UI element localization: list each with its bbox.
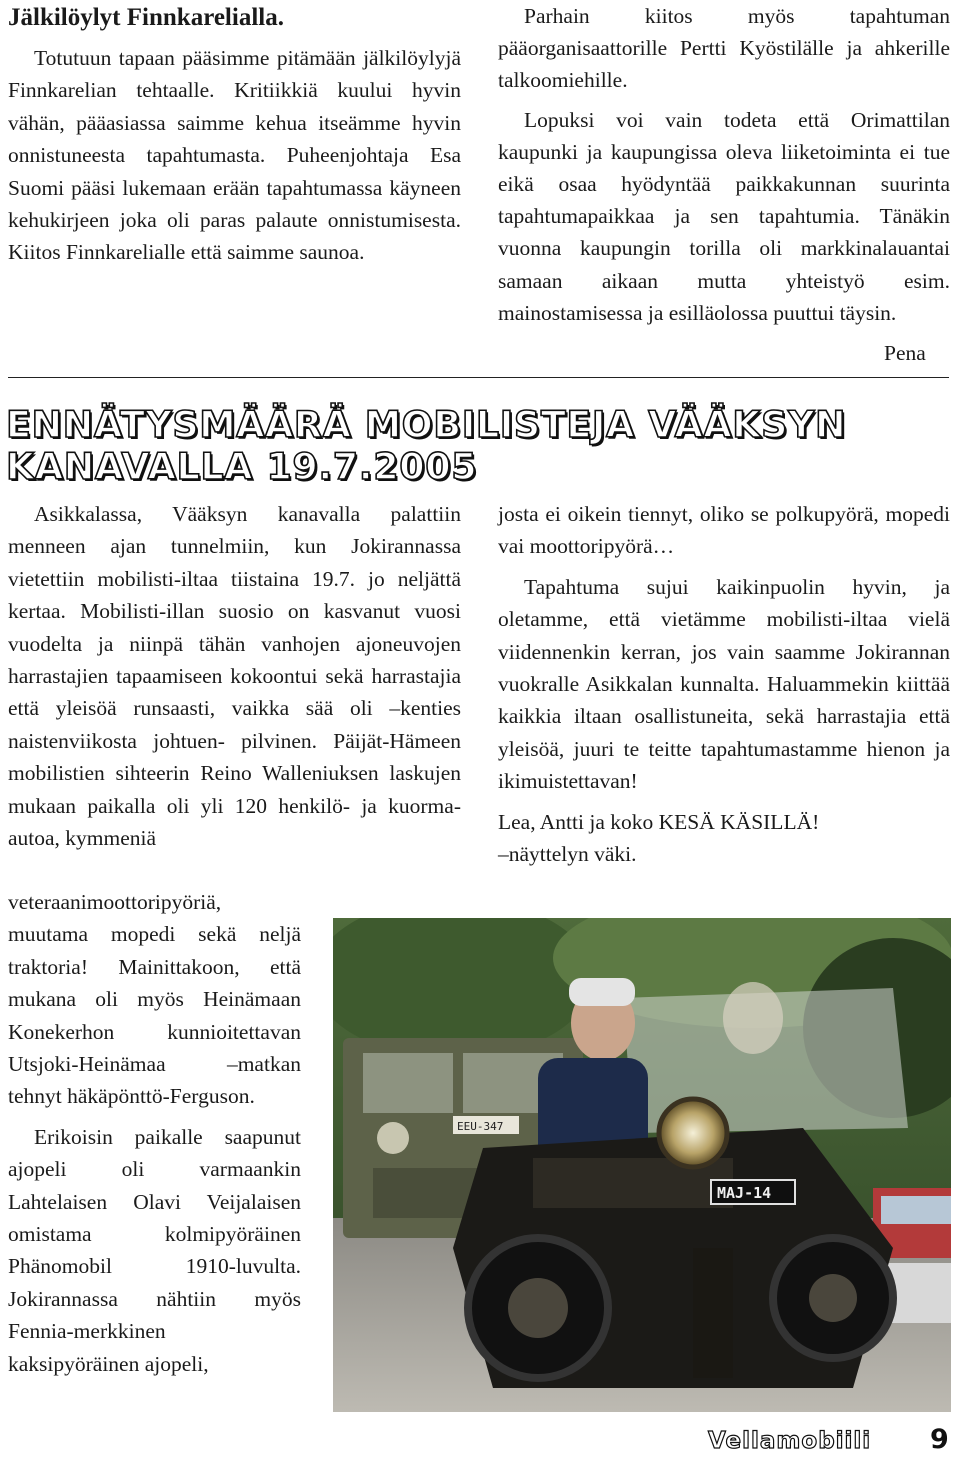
top-right-paragraph-2: Lopuksi voi vain todeta että Orimattilan kaupunki ja kaupungissa oleva liiketoiminta ei tue eikä osaa hyödyntää paikkakunnan suurinta tapahtumapaikkaa ja sen tapahtumia. Tänäkin vuonna kaupungin torilla oli markkinalauantai samaan aikaan mutta yhteistyö esim. mainostamisessa ja esilläolossa puuttui täysin.: [498, 107, 950, 325]
top-left-paragraph: Totutuun tapaan pääsimme pitämään jälkilöylyjä Finnkarelian tehtaalle. Kritiikkiä kuului hyvin vähän, pääasiassa saimme kehua itseämme hyvin onnistuneesta tapahtumasta. Puheenjohtaja Esa Suomi pääsi lukemaan erään tapahtumassa käyneen kehukirjeen joka oli paras palaute onnistumisesta. Kiitos Finnkarelialle että saimme saunoa.: [8, 46, 461, 265]
page-number: 9: [930, 1424, 949, 1455]
top-right-paragraph-1: Parhain kiitos myös tapahtuman pääorganisaattorille Pertti Kyöstilälle ja ahkerille talkoomiehille.: [498, 4, 950, 93]
article-left-paragraph-2: Erikoisin paikalle saapunut ajopeli oli varmaankin Lahtelaisen Olavi Veijalaisen omistama kolmipyöräinen Phänomobil 1910-luvulta. Jokirannassa nähtiin myös Fennia-merkkinen kaksipyöräinen ajopeli,: [8, 1124, 301, 1376]
article-right-paragraph-3: Lea, Antti ja koko KESÄ KÄSILLÄ!: [498, 809, 820, 834]
article-right-paragraph-4: –näyttelyn väki.: [498, 842, 637, 867]
article-left-paragraph-1: Asikkalassa, Vääksyn kanavalla palattiin menneen ajan tunnelmiin, kun Jokirannassa vietettiin mobilisti-iltaa tiistaina 19.7. jo neljättä kertaa. Mobilisti-illan suosio on kasvanut vuosi vuodelta ja niinpä tähän vanhojen ajoneuvojen harrastajien tapaamiseen kokoontui sekä harrastajia että yleisöä runsaasti, vaikka sää oli –kenties naistenviikosta johtuen- pilvinen. Päijät-Hämeen mobilistien sihteerin Reino Walleniuksen laskujen mukaan paikalla oli yli 120 henkilö- ja kuorma- autoa, kymmeniä: [8, 502, 461, 851]
signature: Pena: [884, 341, 926, 365]
vehicle-plate: MAJ-14: [717, 1184, 772, 1202]
top-right-column: [498, 0, 950, 329]
section-title: Jälkilöylyt Finnkarelialla.: [8, 4, 284, 31]
article-left-narrow-column: [8, 886, 301, 1380]
article-right-column: [498, 498, 950, 870]
magazine-name: Vellamobiili: [708, 1428, 872, 1454]
divider-rule: [8, 377, 949, 378]
article-left-column: [8, 498, 461, 854]
article-right-paragraph-1: josta ei oikein tiennyt, oliko se polkupyörä, mopedi vai moottoripyörä…: [498, 502, 950, 559]
headline-line-2: KANAVALLA 19.7.2005: [6, 445, 478, 488]
headline-line-1: ENNÄTYSMÄÄRÄ MOBILISTEJA VÄÄKSYN: [6, 403, 847, 446]
article-photo: [333, 918, 951, 1412]
article-right-paragraph-2: Tapahtuma sujui kaikinpuolin hyvin, ja oletamme, että vietämme mobilisti-iltaa vielä viidennenkin kerran, jos vain saamme Jokirannan vuokralle Asikkalan kunnalta. Haluammekin kiittää kaikkia iltaan osallistuneita, sekä harrastajia että yleisöä, juuri te teitte tapahtumastamme hienon ja ikimuistettavan!: [498, 574, 950, 794]
article-left-paragraph-1-cont: veteraanimoottoripyöriä, muutama mopedi sekä neljä traktoria! Mainittakoon, että mukana oli myös Heinämaan Konekerhon kunnioitettavan Utsjoki-Heinämaa –matkan tehnyt häkäpönttö-Ferguson.: [8, 890, 301, 1109]
top-left-column: [8, 42, 461, 269]
front-plate: EEU-347: [457, 1120, 504, 1133]
